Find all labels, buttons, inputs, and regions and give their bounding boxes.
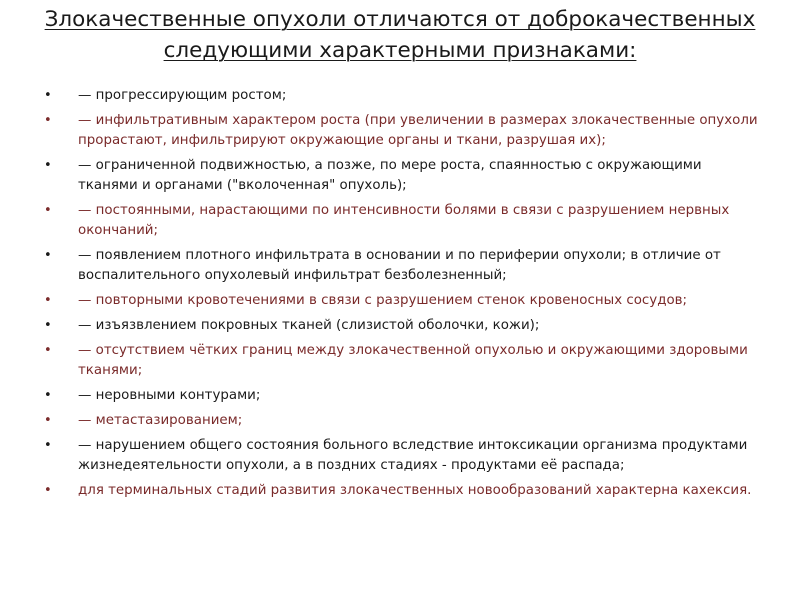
- bullet-text: — ограниченной подвижностью, а позже, по мере роста, спаянностью с окружающими тканями и органами ("вколоченная" опухоль);: [78, 158, 702, 193]
- bullet-text: — прогрессирующим ростом;: [78, 88, 287, 103]
- bullet-item: [0, 156, 800, 196]
- bullet-dot-icon: •: [44, 203, 52, 218]
- bullet-item: [0, 481, 800, 501]
- bullet-dot-icon: •: [44, 293, 52, 308]
- bullet-text: — нарушением общего состояния больного вследствие интоксикации организма продуктами жизнедеятельности опухоли, а в поздних стадиях - продуктами её распада;: [78, 438, 748, 473]
- bullet-item: [0, 411, 800, 431]
- bullet-dot-icon: •: [44, 248, 52, 263]
- bullet-dot-icon: •: [44, 343, 52, 358]
- bullet-item: [0, 86, 800, 106]
- slide-title: Злокачественные опухоли отличаются от доброкачественных следующими характерными признаками:: [44, 7, 756, 63]
- bullet-dot-icon: •: [44, 438, 52, 453]
- bullet-item: [0, 316, 800, 336]
- bullet-text: — метастазированием;: [78, 413, 243, 428]
- bullet-item: [0, 386, 800, 406]
- bullet-dot-icon: •: [44, 318, 52, 333]
- bullet-text: — повторными кровотечениями в связи с разрушением стенок кровеносных сосудов;: [78, 293, 688, 308]
- bullet-item: [0, 436, 800, 476]
- bullet-dot-icon: •: [44, 413, 52, 428]
- bullet-item: [0, 201, 800, 241]
- bullet-item: [0, 246, 800, 286]
- bullet-dot-icon: •: [44, 88, 52, 103]
- bullet-list: [0, 86, 800, 506]
- bullet-text: — отсутствием чётких границ между злокачественной опухолью и окружающими здоровыми тканями;: [78, 343, 748, 378]
- bullet-item: [0, 111, 800, 151]
- bullet-text: — инфильтративным характером роста (при увеличении в размерах злокачественные опухоли прорастают, инфильтрируют окружающие органы и ткани, разрушая их);: [78, 113, 758, 148]
- bullet-text: — появлением плотного инфильтрата в основании и по периферии опухоли; в отличие от воспалительного опухолевый инфильтрат безболезненный;: [78, 248, 721, 283]
- bullet-item: [0, 341, 800, 381]
- bullet-text: для терминальных стадий развития злокачественных новообразований характерна кахексия.: [78, 483, 752, 498]
- bullet-dot-icon: •: [44, 158, 52, 173]
- bullet-text: — изъязвлением покровных тканей (слизистой оболочки, кожи);: [78, 318, 540, 333]
- bullet-text: — неровными контурами;: [78, 388, 261, 403]
- bullet-text: — постоянными, нарастающими по интенсивности болями в связи с разрушением нервных окончаний;: [78, 203, 730, 238]
- bullet-item: [0, 291, 800, 311]
- bullet-dot-icon: •: [44, 113, 52, 128]
- bullet-dot-icon: •: [44, 388, 52, 403]
- bullet-dot-icon: •: [44, 483, 52, 498]
